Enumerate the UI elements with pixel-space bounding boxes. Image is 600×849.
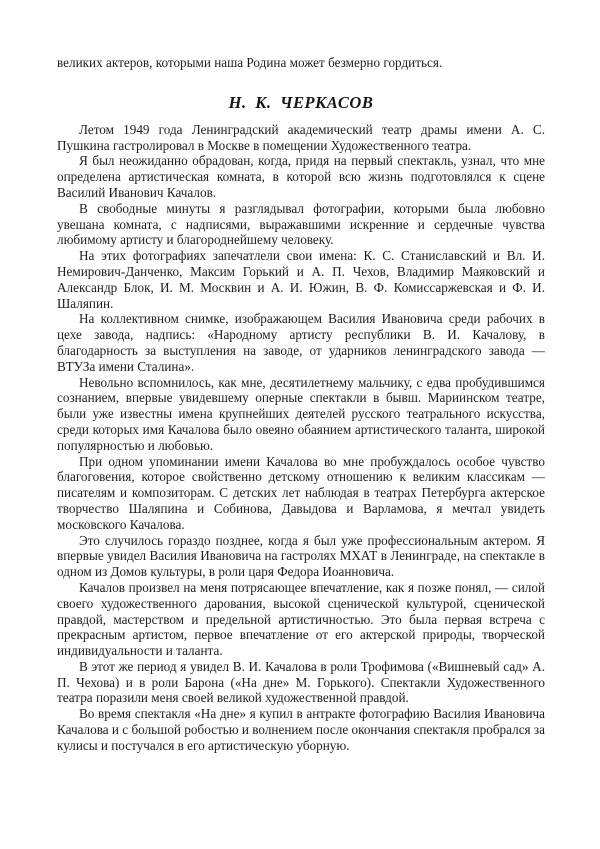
- paragraph-8: Это случилось гораздо позднее, когда я был уже профессиональным актером. Я впервые увидел Василия Ивановича на гастролях МХАТ в Ленинграде, на спектакле в одном из Домов культуры, в роли царя Федора Иоанновича.: [57, 532, 545, 580]
- paragraph-6: Невольно вспомнилось, как мне, десятилетнему мальчику, с едва пробудившимся сознанием, впервые увидевшему оперные спектакли в бывш. Мариинском театре, были уже известны имена крупнейших деятелей русского театрального искусства, среди которых имя Качалова было овеяно обаянием артистического таланта, широкой популярностью и любовью.: [57, 374, 545, 453]
- paragraph-7: При одном упоминании имени Качалова во мне пробуждалось особое чувство благоговения, которое свойственно детскому отношению к великим классикам — писателям и композиторам. С детских лет наблюдая в театрах Петербурга актерское творчество Шаляпина и Собинова, Давыдова и Варламова, я мечтал увидеть московского Качалова.: [57, 453, 545, 532]
- paragraph-4: На этих фотографиях запечатлели свои имена: К. С. Станиславский и Вл. И. Немирович-Данченко, Максим Горький и А. П. Чехов, Владимир Маяковский и Александр Блок, И. М. Москвин и А. И. Южин, В. Ф. Комиссаржевская и Ф. И. Шаляпин.: [57, 248, 545, 311]
- paragraph-3: В свободные минуты я разглядывал фотографии, которыми была любовно увешана комната, с надписями, выражавшими искренние и сердечные чувства любимому артисту и благороднейшему человеку.: [57, 200, 545, 248]
- paragraph-9: Качалов произвел на меня потрясающее впечатление, как я позже понял, — силой своего художественного дарования, высокой сценической культурой, сценической правдой, мастерством и предельной артистичностью. Это была первая встреча с прекрасным артистом, первое впечатление от его актерской природы, творческой индивидуальности и таланта.: [57, 579, 545, 659]
- paragraph-2: Я был неожиданно обрадован, когда, придя на первый спектакль, узнал, что мне определена артистическая комната, в которой всю жизнь подготовлялся к сцене Василий Иванович Качалов.: [57, 153, 545, 200]
- paragraph-1: Летом 1949 года Ленинградский академический театр драмы имени А. С. Пушкина гастролировал в Москве в помещении Художественного театра.: [57, 121, 545, 153]
- paragraph-10: В этот же период я увидел В. И. Качалова в роли Трофимова («Вишневый сад» А. П. Чехова) и в роли Барона («На дне» М. Горького). Спектакли Художественного театра поразили меня своей великой художественной правдой.: [57, 658, 545, 706]
- paragraph-11: Во время спектакля «На дне» я купил в антракте фотографию Василия Ивановича Качалова и с большой робостью и волнением после окончания спектакля пробрался за кулисы и постучался в его артистическую уборную.: [57, 706, 545, 753]
- continuation-text: великих актеров, которыми наша Родина может безмерно гордиться.: [57, 55, 443, 70]
- paragraph-5: На коллективном снимке, изображающем Василия Ивановича среди рабочих в цехе завода, надпись: «Народному артисту республики В. И. Качалову, в благодарность за выступления на заводе, от ударников ленинградского завода — ВТУЗа имени Сталина».: [57, 311, 545, 374]
- chapter-title: Н. К. ЧЕРКАСОВ: [228, 92, 374, 112]
